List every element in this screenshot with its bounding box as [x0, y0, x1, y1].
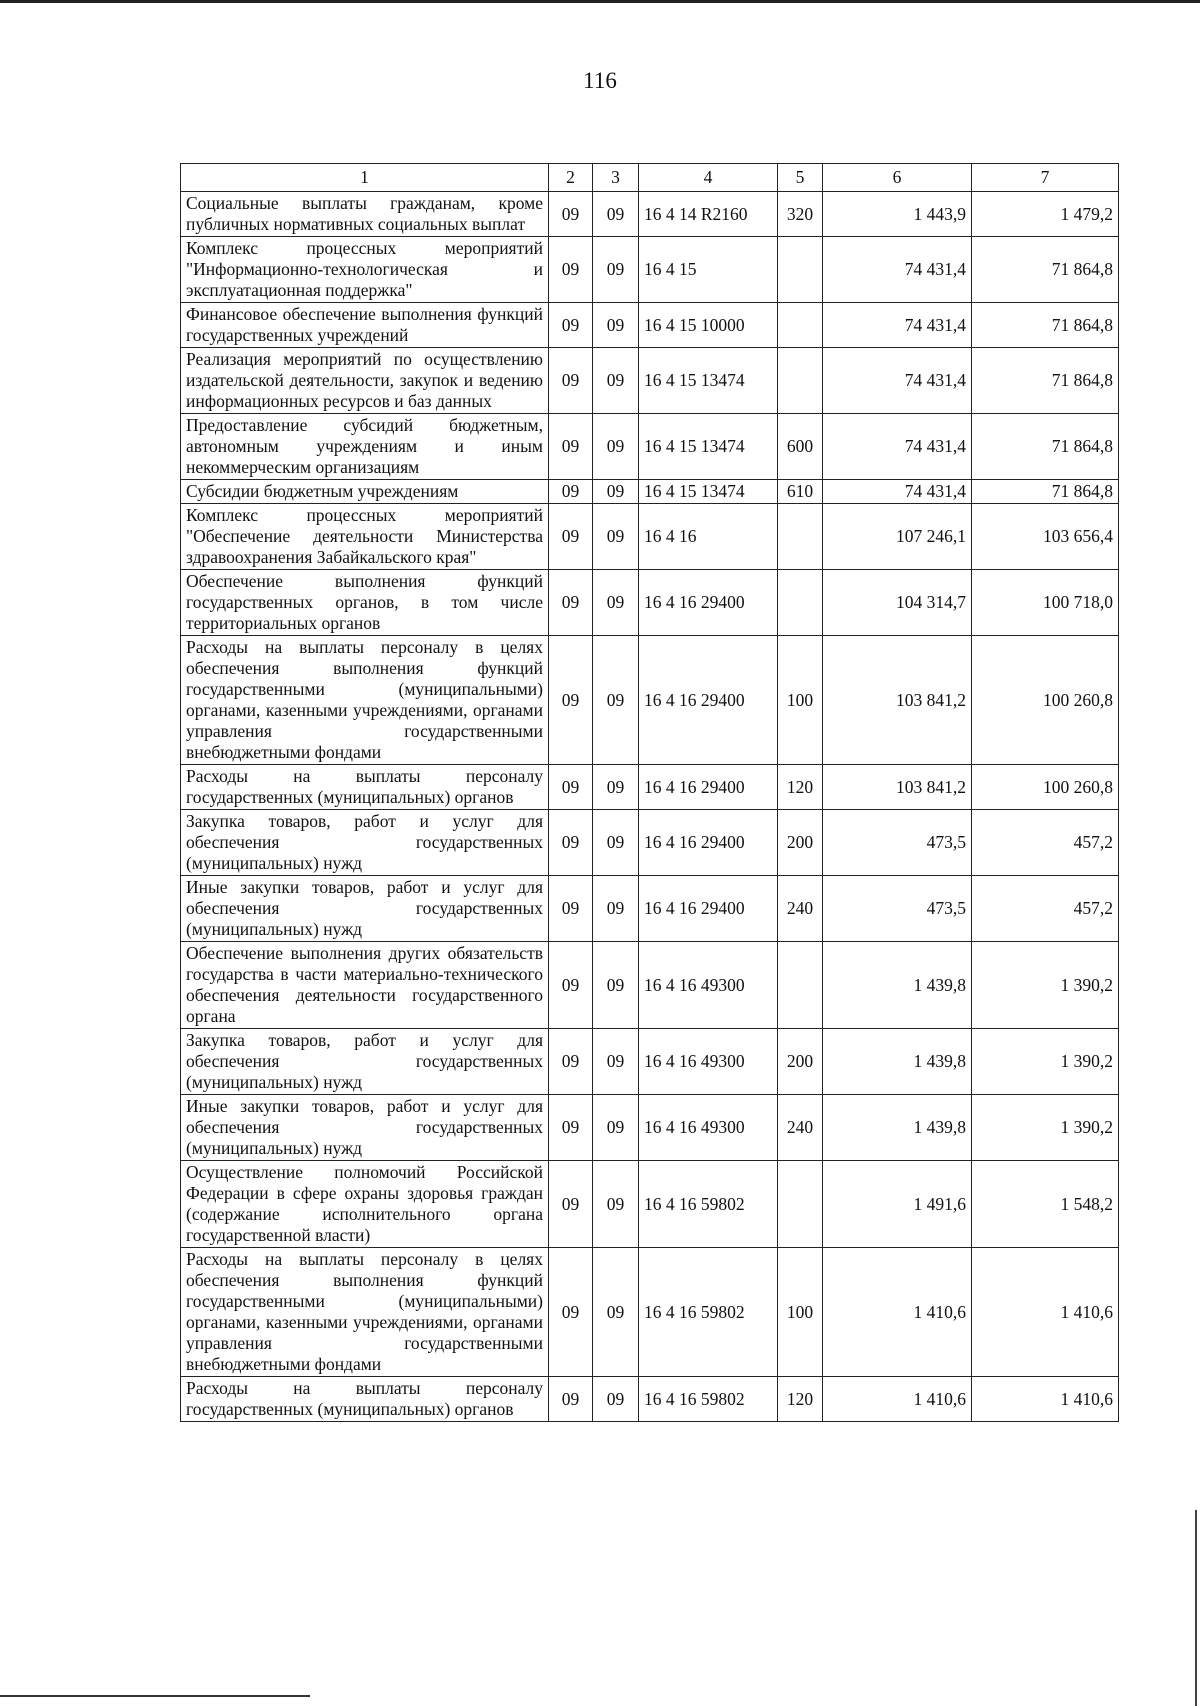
scan-right-edge	[1195, 1510, 1197, 1706]
table-row	[181, 1029, 1119, 1095]
row-section-cell: 09	[549, 1161, 593, 1248]
row-target-article-cell: 16 4 16 59802	[639, 1161, 778, 1248]
row-sum-year1-cell: 104 314,7	[823, 570, 972, 636]
row-sum-year2-cell: 1 548,2	[972, 1161, 1119, 1248]
row-sum-year2-cell: 1 479,2	[972, 192, 1119, 237]
row-sum-year1-cell: 107 246,1	[823, 504, 972, 570]
row-sum-year2-cell: 457,2	[972, 876, 1119, 942]
row-target-article-cell: 16 4 16 49300	[639, 1095, 778, 1161]
row-target-article-cell: 16 4 16 29400	[639, 876, 778, 942]
row-name-cell: Финансовое обеспечение выполнения функций государственных учреждений	[181, 303, 549, 348]
scan-top-edge	[0, 0, 1200, 3]
scan-bottom-edge	[0, 1695, 310, 1697]
row-sum-year1-cell: 1 443,9	[823, 192, 972, 237]
row-section-cell: 09	[549, 570, 593, 636]
row-name-cell: Социальные выплаты гражданам, кроме публичных нормативных социальных выплат	[181, 192, 549, 237]
row-section-cell: 09	[549, 810, 593, 876]
row-subsection-cell: 09	[593, 303, 639, 348]
row-expense-type-cell: 120	[778, 765, 823, 810]
row-expense-type-cell: 600	[778, 414, 823, 480]
row-section-cell: 09	[549, 348, 593, 414]
row-sum-year1-cell: 1 439,8	[823, 942, 972, 1029]
row-name-cell: Расходы на выплаты персоналу государственных (муниципальных) органов	[181, 765, 549, 810]
table-row	[181, 942, 1119, 1029]
row-sum-year2-cell: 100 260,8	[972, 765, 1119, 810]
row-expense-type-cell: 200	[778, 1029, 823, 1095]
row-expense-type-cell	[778, 570, 823, 636]
header-col-3: 3	[593, 164, 639, 192]
row-sum-year2-cell: 100 718,0	[972, 570, 1119, 636]
row-target-article-cell: 16 4 16 49300	[639, 942, 778, 1029]
table-row	[181, 1377, 1119, 1422]
budget-table	[180, 163, 1119, 1422]
row-section-cell: 09	[549, 765, 593, 810]
table-row	[181, 414, 1119, 480]
row-subsection-cell: 09	[593, 480, 639, 504]
row-sum-year2-cell: 71 864,8	[972, 303, 1119, 348]
row-expense-type-cell: 610	[778, 480, 823, 504]
row-target-article-cell: 16 4 16 29400	[639, 636, 778, 765]
row-sum-year1-cell: 1 410,6	[823, 1377, 972, 1422]
table-body	[181, 192, 1119, 1422]
header-col-4: 4	[639, 164, 778, 192]
row-sum-year1-cell: 1 410,6	[823, 1248, 972, 1377]
row-target-article-cell: 16 4 16 29400	[639, 810, 778, 876]
row-expense-type-cell	[778, 942, 823, 1029]
row-name-cell: Субсидии бюджетным учреждениям	[181, 480, 549, 504]
row-target-article-cell: 16 4 16	[639, 504, 778, 570]
row-sum-year2-cell: 1 390,2	[972, 1029, 1119, 1095]
row-subsection-cell: 09	[593, 942, 639, 1029]
row-expense-type-cell	[778, 1161, 823, 1248]
row-expense-type-cell: 240	[778, 876, 823, 942]
row-subsection-cell: 09	[593, 1377, 639, 1422]
row-sum-year2-cell: 1 410,6	[972, 1248, 1119, 1377]
table-row	[181, 1248, 1119, 1377]
row-name-cell: Обеспечение выполнения функций государственных органов, в том числе территориальных органов	[181, 570, 549, 636]
row-sum-year2-cell: 457,2	[972, 810, 1119, 876]
row-sum-year1-cell: 473,5	[823, 876, 972, 942]
row-expense-type-cell: 200	[778, 810, 823, 876]
row-section-cell: 09	[549, 237, 593, 303]
row-expense-type-cell: 240	[778, 1095, 823, 1161]
row-target-article-cell: 16 4 16 59802	[639, 1248, 778, 1377]
row-subsection-cell: 09	[593, 636, 639, 765]
row-sum-year1-cell: 74 431,4	[823, 303, 972, 348]
row-target-article-cell: 16 4 16 29400	[639, 765, 778, 810]
row-name-cell: Расходы на выплаты персоналу в целях обеспечения выполнения функций государственными (муниципальными) органами, казенными учреждениями, органами управления государственными внебюджетными фондами	[181, 1248, 549, 1377]
table-row	[181, 1095, 1119, 1161]
row-target-article-cell: 16 4 14 R2160	[639, 192, 778, 237]
row-sum-year1-cell: 473,5	[823, 810, 972, 876]
header-col-1: 1	[181, 164, 549, 192]
row-section-cell: 09	[549, 504, 593, 570]
row-name-cell: Осуществление полномочий Российской Федерации в сфере охраны здоровья граждан (содержание исполнительного органа государственной власти)	[181, 1161, 549, 1248]
row-expense-type-cell: 100	[778, 636, 823, 765]
table-row	[181, 480, 1119, 504]
table-row	[181, 636, 1119, 765]
row-section-cell: 09	[549, 303, 593, 348]
row-sum-year1-cell: 74 431,4	[823, 480, 972, 504]
row-subsection-cell: 09	[593, 414, 639, 480]
row-target-article-cell: 16 4 15 13474	[639, 348, 778, 414]
row-sum-year2-cell: 71 864,8	[972, 348, 1119, 414]
row-name-cell: Предоставление субсидий бюджетным, автономным учреждениям и иным некоммерческим организациям	[181, 414, 549, 480]
row-section-cell: 09	[549, 876, 593, 942]
table-row	[181, 192, 1119, 237]
row-sum-year2-cell: 71 864,8	[972, 237, 1119, 303]
row-sum-year1-cell: 103 841,2	[823, 636, 972, 765]
row-sum-year2-cell: 103 656,4	[972, 504, 1119, 570]
row-section-cell: 09	[549, 1248, 593, 1377]
row-name-cell: Иные закупки товаров, работ и услуг для обеспечения государственных (муниципальных) нужд	[181, 876, 549, 942]
row-name-cell: Комплекс процессных мероприятий "Информационно-технологическая и эксплуатационная поддержка"	[181, 237, 549, 303]
row-target-article-cell: 16 4 15 13474	[639, 414, 778, 480]
row-sum-year1-cell: 1 491,6	[823, 1161, 972, 1248]
row-name-cell: Закупка товаров, работ и услуг для обеспечения государственных (муниципальных) нужд	[181, 1029, 549, 1095]
row-sum-year1-cell: 74 431,4	[823, 237, 972, 303]
row-expense-type-cell: 120	[778, 1377, 823, 1422]
row-sum-year2-cell: 1 390,2	[972, 942, 1119, 1029]
row-target-article-cell: 16 4 15	[639, 237, 778, 303]
row-subsection-cell: 09	[593, 237, 639, 303]
row-sum-year1-cell: 74 431,4	[823, 348, 972, 414]
table-row	[181, 876, 1119, 942]
row-section-cell: 09	[549, 1377, 593, 1422]
header-col-7: 7	[972, 164, 1119, 192]
header-col-6: 6	[823, 164, 972, 192]
row-section-cell: 09	[549, 636, 593, 765]
row-target-article-cell: 16 4 15 13474	[639, 480, 778, 504]
row-expense-type-cell	[778, 237, 823, 303]
row-name-cell: Закупка товаров, работ и услуг для обеспечения государственных (муниципальных) нужд	[181, 810, 549, 876]
row-sum-year1-cell: 1 439,8	[823, 1029, 972, 1095]
header-col-5: 5	[778, 164, 823, 192]
row-name-cell: Расходы на выплаты персоналу в целях обеспечения выполнения функций государственными (муниципальными) органами, казенными учреждениями, органами управления государственными внебюджетными фондами	[181, 636, 549, 765]
row-target-article-cell: 16 4 16 59802	[639, 1377, 778, 1422]
row-section-cell: 09	[549, 1095, 593, 1161]
row-sum-year2-cell: 100 260,8	[972, 636, 1119, 765]
row-name-cell: Иные закупки товаров, работ и услуг для обеспечения государственных (муниципальных) нужд	[181, 1095, 549, 1161]
row-subsection-cell: 09	[593, 192, 639, 237]
row-sum-year1-cell: 103 841,2	[823, 765, 972, 810]
row-subsection-cell: 09	[593, 810, 639, 876]
row-subsection-cell: 09	[593, 504, 639, 570]
table-row	[181, 303, 1119, 348]
table-row	[181, 237, 1119, 303]
table-row	[181, 348, 1119, 414]
row-expense-type-cell	[778, 348, 823, 414]
row-sum-year2-cell: 1 390,2	[972, 1095, 1119, 1161]
row-subsection-cell: 09	[593, 1095, 639, 1161]
row-name-cell: Обеспечение выполнения других обязательств государства в части материально-технического обеспечения деятельности государственного органа	[181, 942, 549, 1029]
table-row	[181, 504, 1119, 570]
row-subsection-cell: 09	[593, 876, 639, 942]
row-subsection-cell: 09	[593, 570, 639, 636]
row-expense-type-cell: 100	[778, 1248, 823, 1377]
table-row	[181, 765, 1119, 810]
row-target-article-cell: 16 4 15 10000	[639, 303, 778, 348]
row-subsection-cell: 09	[593, 1161, 639, 1248]
row-sum-year1-cell: 1 439,8	[823, 1095, 972, 1161]
row-subsection-cell: 09	[593, 765, 639, 810]
row-expense-type-cell	[778, 504, 823, 570]
row-sum-year2-cell: 71 864,8	[972, 414, 1119, 480]
table-row	[181, 570, 1119, 636]
row-section-cell: 09	[549, 1029, 593, 1095]
row-section-cell: 09	[549, 192, 593, 237]
row-sum-year2-cell: 71 864,8	[972, 480, 1119, 504]
row-expense-type-cell: 320	[778, 192, 823, 237]
row-name-cell: Комплекс процессных мероприятий "Обеспечение деятельности Министерства здравоохранения Забайкальского края"	[181, 504, 549, 570]
header-col-2: 2	[549, 164, 593, 192]
row-name-cell: Расходы на выплаты персоналу государственных (муниципальных) органов	[181, 1377, 549, 1422]
row-sum-year2-cell: 1 410,6	[972, 1377, 1119, 1422]
page-number: 116	[583, 68, 617, 93]
table-row	[181, 810, 1119, 876]
row-target-article-cell: 16 4 16 49300	[639, 1029, 778, 1095]
row-name-cell: Реализация мероприятий по осуществлению издательской деятельности, закупок и ведению информационных ресурсов и баз данных	[181, 348, 549, 414]
row-target-article-cell: 16 4 16 29400	[639, 570, 778, 636]
row-subsection-cell: 09	[593, 1029, 639, 1095]
row-section-cell: 09	[549, 480, 593, 504]
table-row	[181, 1161, 1119, 1248]
row-section-cell: 09	[549, 942, 593, 1029]
row-sum-year1-cell: 74 431,4	[823, 414, 972, 480]
row-subsection-cell: 09	[593, 348, 639, 414]
row-expense-type-cell	[778, 303, 823, 348]
row-section-cell: 09	[549, 414, 593, 480]
row-subsection-cell: 09	[593, 1248, 639, 1377]
table-header-row	[181, 164, 1119, 192]
